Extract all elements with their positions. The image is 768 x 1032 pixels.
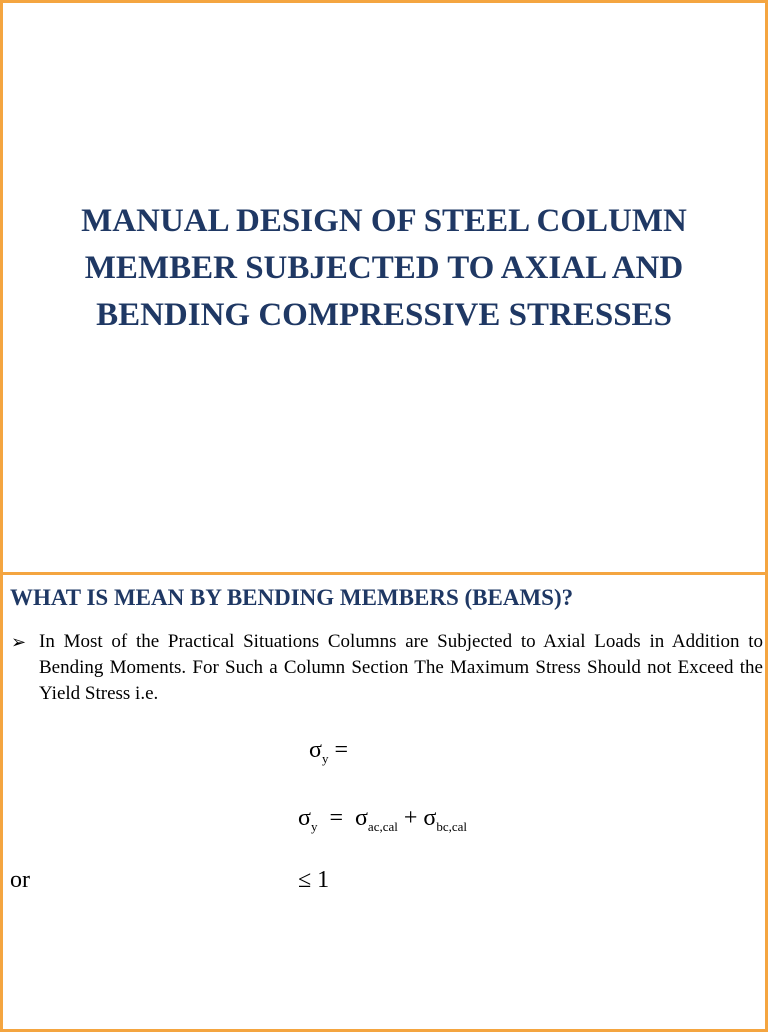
subscript: bc,cal bbox=[436, 819, 468, 834]
equals-sign: = bbox=[328, 737, 348, 763]
plus-sign: + bbox=[397, 805, 424, 831]
slide-title bbox=[3, 198, 765, 339]
arrow-bullet-icon: ➢ bbox=[11, 632, 27, 652]
sigma-symbol: σ bbox=[309, 737, 322, 763]
title-line: BENDING COMPRESSIVE STRESSES bbox=[96, 297, 672, 333]
title-line: MANUAL DESIGN OF STEEL COLUMN bbox=[81, 203, 687, 239]
sigma-symbol: σ bbox=[423, 805, 437, 831]
equation-ratio: ≤ 1 bbox=[298, 867, 330, 893]
bullet-item bbox=[11, 629, 763, 707]
subscript: y bbox=[321, 751, 329, 766]
slide-heading: WHAT IS MEAN BY BENDING MEMBERS (BEAMS)? bbox=[10, 585, 574, 610]
sigma-symbol: σ bbox=[298, 805, 311, 831]
equation-combined-stress bbox=[298, 805, 467, 835]
equation-yield-stress bbox=[309, 737, 348, 767]
bullet-text: In Most of the Practical Situations Columns are Subjected to Axial Loads in Addition to Bending Moments. For Such a Column Section The Maximum Stress Should not Exceed the Yield Stress i.e. bbox=[39, 631, 763, 704]
sigma-symbol: σ bbox=[354, 805, 368, 831]
subscript: ac,cal bbox=[367, 819, 398, 834]
title-line: MEMBER SUBJECTED TO AXIAL AND bbox=[84, 250, 684, 286]
equals-sign: = bbox=[317, 805, 355, 831]
subscript: y bbox=[310, 819, 318, 834]
or-label: or bbox=[10, 867, 30, 893]
content-slide bbox=[0, 572, 768, 1032]
